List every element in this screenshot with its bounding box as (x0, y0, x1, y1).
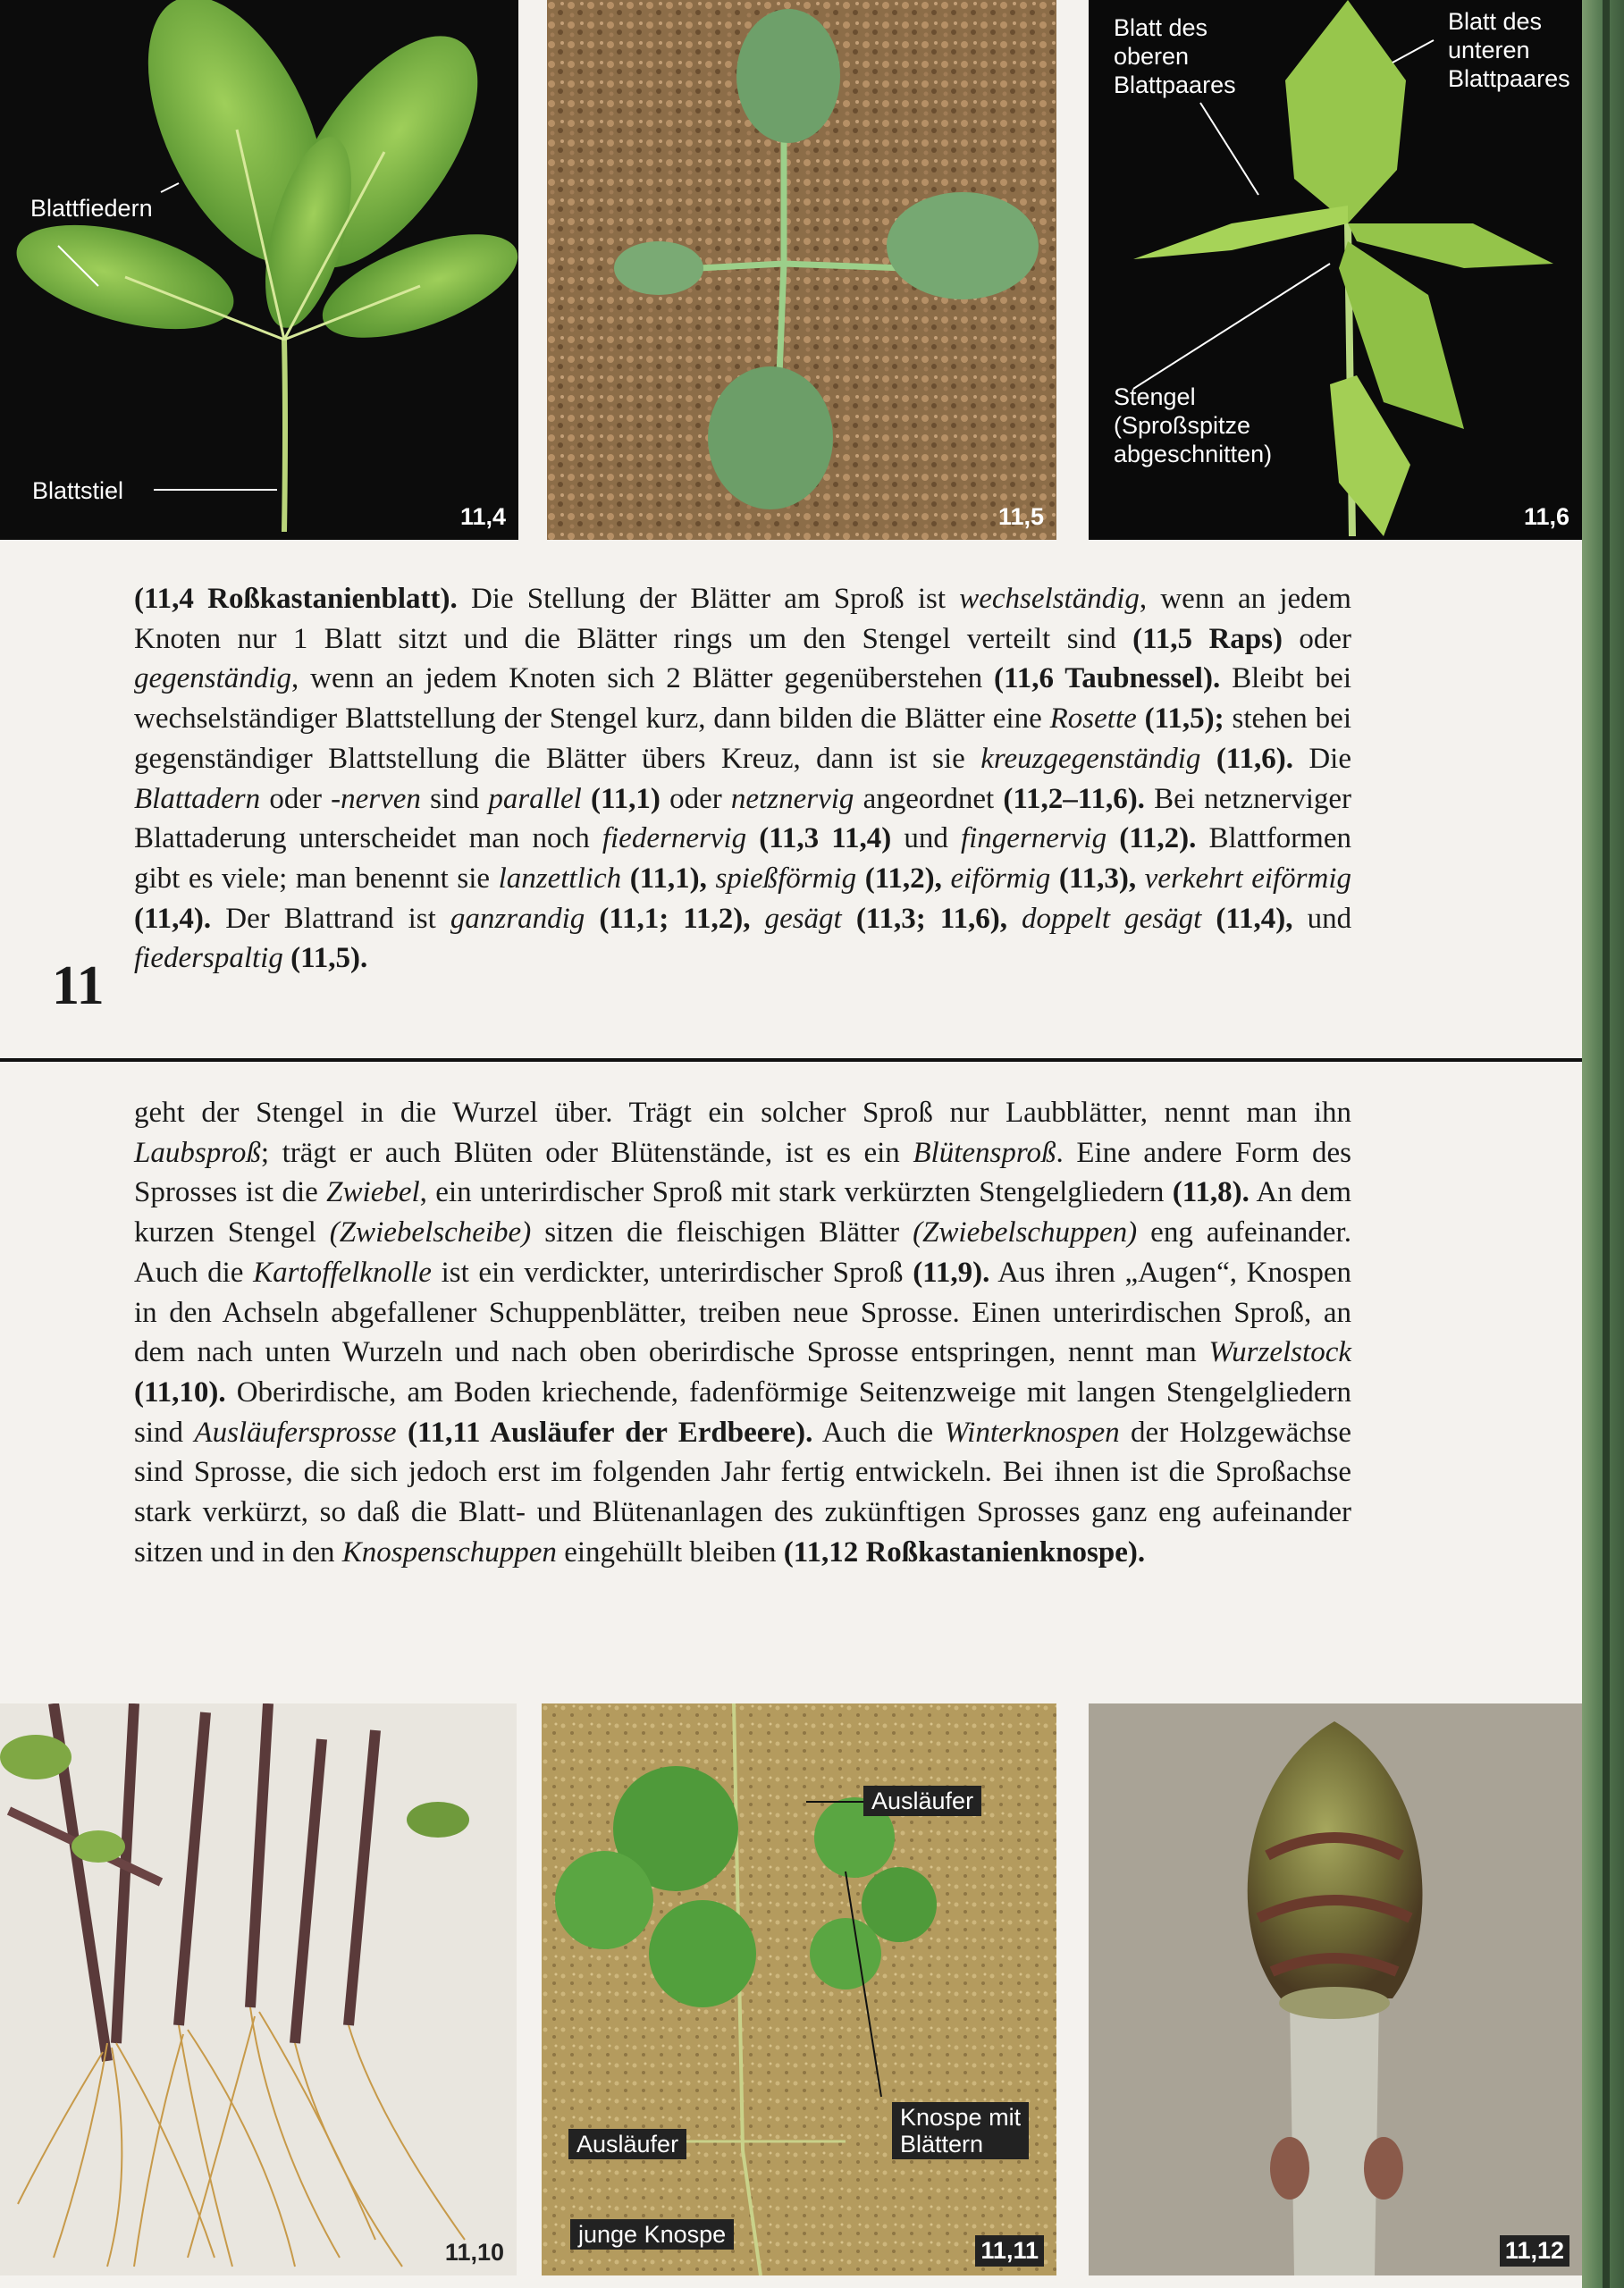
figure-number: 11,10 (444, 2239, 504, 2266)
label-junge-knospe: junge Knospe (570, 2219, 734, 2250)
page-number: 11 (52, 955, 105, 1016)
figure-11-5-rapeseed-photo (547, 0, 1056, 540)
rhizome-image (0, 1703, 517, 2275)
figure-11-4-chestnut-leaf-photo (0, 0, 518, 540)
section-divider (0, 1058, 1582, 1062)
chestnut-bud-image (1089, 1703, 1582, 2275)
figure-11-6-deadnettle-photo (1089, 0, 1582, 540)
figure-number: 11,5 (997, 503, 1044, 530)
figure-number: 11,11 (975, 2235, 1044, 2267)
figure-number: 11,6 (1523, 503, 1569, 530)
label-blatt-unteren-blattpaares: Blatt des unteren Blattpaares (1448, 8, 1570, 92)
label-knospe-mit-blaettern: Knospe mit Blättern (892, 2102, 1029, 2159)
label-auslaeufer-bottom: Ausläufer (568, 2129, 686, 2159)
label-blatt-oberen-blattpaares: Blatt des oberen Blattpaares (1114, 14, 1236, 98)
label-auslaeufer-top: Ausläufer (863, 1786, 981, 1816)
chestnut-leaf-image (0, 0, 518, 540)
rapeseed-image (547, 0, 1056, 540)
figure-number: 11,4 (459, 503, 506, 530)
figure-11-10-rhizome-photo (0, 1703, 517, 2275)
paragraph-leaf-arrangement: (11,4 Roßkastanienblatt). Die Stellung der Blätter am Sproß ist wechselständig, wenn an jedem Knoten nur 1 Blatt sitzt und die Blätter rings um den Stengel verteilt sind (11,5 Raps) oder gegenständig, wenn an jedem Knoten sich 2 Blätter gegenüberstehen (11,6 Taubnessel). Bleibt bei wechselständiger Blattstellung der Stengel kurz, dann bilden die Blätter eine Rosette (11,5); stehen bei gegenständiger Blattstellung die Blätter übers Kreuz, dann ist sie kreuzgegenständig (11,6). Die Blattadern oder -nerven sind parallel (11,1) oder netznervig angeordnet (11,2–11,6). Bei netznerviger Blattaderung unterscheidet man noch fiedernervig (11,3 11,4) und fingernervig (11,2). Blattformen gibt es viele; man benennt sie lanzettlich (11,1), spießförmig (11,2), eiförmig (11,3), verkehrt eiförmig (11,4). Der Blattrand ist ganzrandig (11,1; 11,2), gesägt (11,3; 11,6), doppelt gesägt (11,4), und fiederspaltig (11,5). (134, 583, 1352, 975)
label-stengel: Stengel (Sproßspitze abgeschnitten) (1114, 383, 1273, 467)
figure-11-12-chestnut-bud-photo (1089, 1703, 1582, 2275)
label-blattstiel: Blattstiel (32, 477, 124, 504)
figure-number: 11,12 (1500, 2235, 1569, 2267)
figure-11-11-strawberry-runner-photo (542, 1703, 1056, 2275)
paragraph-shoot-types: geht der Stengel in die Wurzel über. Trägt ein solcher Sproß nur Laubblätter, nennt man ihn Laubsproß; trägt er auch Blüten oder Blütenstände, ist es ein Blütensproß. Eine andere Form des Sprosses ist die Zwiebel, ein unterirdischer Sproß mit stark verkürzten Stengelgliedern (11,8). An dem kurzen Stengel (Zwiebelscheibe) sitzen die fleischigen Blätter (Zwiebelschuppen) eng aufeinander. Auch die Kartoffelknolle ist ein verdickter, unterirdischer Sproß (11,9). Aus ihren „Augen“, Knospen in den Achseln abgefallener Schuppenblätter, treiben neue Sprosse. Einen unterirdischen Sproß, an dem nach unten Wurzeln und nach oben oberirdische Sprosse entspringen, nennt man Wurzelstock (11,10). Oberirdische, am Boden kriechende, fadenförmige Seitenzweige mit langen Stengelgliedern sind Ausläufersprosse (11,11 Ausläufer der Erdbeere). Auch die Winterknospen der Holzgewächse sind Sprosse, die sich jedoch erst im folgenden Jahr fertig entwickeln. Bei ihnen ist die Sproßachse stark verkürzt, so daß die Blatt- und Blütenanlagen des zukünftigen Sprosses ganz eng aufeinander sitzen und in den Knospenschuppen eingehüllt bleiben (11,12 Roßkastanienknospe). (134, 1097, 1352, 1569)
book-spine-shadow (1603, 0, 1610, 2288)
label-blattfiedern: Blattfiedern (30, 195, 153, 222)
